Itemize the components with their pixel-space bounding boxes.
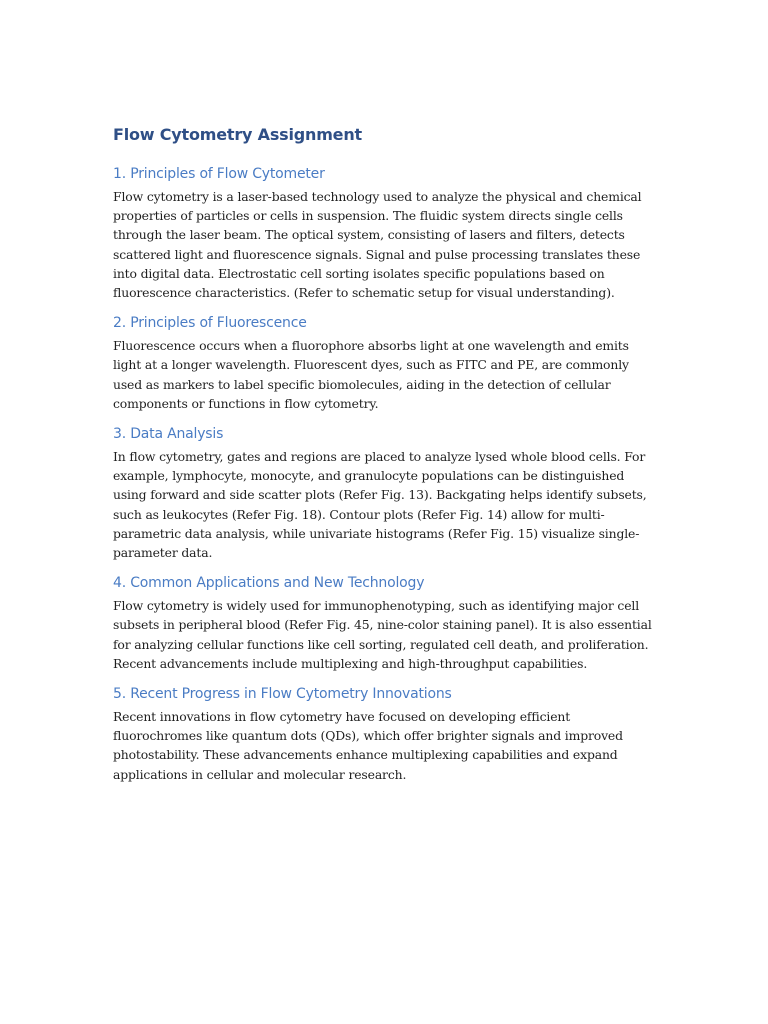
document-title: Flow Cytometry Assignment xyxy=(113,125,362,144)
section-paragraph: In flow cytometry, gates and regions are placed to analyze lysed whole blood cells. For example, lymphocyte, monocyte, and granulocyte populations can be distinguished using forward and side scatter plots (Refer Fig. 13). Backgating helps identify subsets, such as leukocytes (Refer Fig. 18). Contour plots (Refer Fig. 14) allow for multi-parametric data analysis, while univariate histograms (Refer Fig. 15) visualize single-parameter data. xyxy=(113,449,647,561)
section-paragraph: Flow cytometry is widely used for immunophenotyping, such as identifying major cell subsets in peripheral blood (Refer Fig. 45, nine-color staining panel). It is also essential for analyzing cellular functions like cell sorting, regulated cell death, and proliferation. Recent advancements include multiplexing and high-throughput capabilities. xyxy=(113,598,652,671)
section-heading: 2. Principles of Fluorescence xyxy=(113,315,307,332)
section-heading: 3. Data Analysis xyxy=(113,426,224,443)
section-paragraph: Flow cytometry is a laser-based technology used to analyze the physical and chemical properties of particles or cells in suspension. The fluidic system directs single cells through the laser beam. The optical system, consisting of lasers and filters, detects scattered light and fluorescence signals. Signal and pulse processing translates these into digital data. Electrostatic cell sorting isolates specific populations based on fluorescence characteristics. (Refer to schematic setup for visual understanding). xyxy=(113,189,642,301)
section-heading: 1. Principles of Flow Cytometer xyxy=(113,166,325,182)
section-principles-fluorescence xyxy=(113,312,658,413)
section-recent-progress xyxy=(113,683,658,784)
section-heading: 5. Recent Progress in Flow Cytometry Innovations xyxy=(113,686,452,703)
section-heading: 4. Common Applications and New Technology xyxy=(113,575,425,592)
section-principles-flow-cytometer xyxy=(113,163,658,302)
section-data-analysis xyxy=(113,423,658,562)
section-paragraph: Recent innovations in flow cytometry have focused on developing efficient fluorochromes like quantum dots (QDs), which offer brighter signals and improved photostability. These advancements enhance multiplexing capabilities and expand applications in cellular and molecular research. xyxy=(113,709,623,782)
section-common-applications xyxy=(113,572,658,673)
section-paragraph: Fluorescence occurs when a fluorophore absorbs light at one wavelength and emits light at a longer wavelength. Fluorescent dyes, such as FITC and PE, are commonly used as markers to label specific biomolecules, aiding in the detection of cellular components or functions in flow cytometry. xyxy=(113,338,629,411)
